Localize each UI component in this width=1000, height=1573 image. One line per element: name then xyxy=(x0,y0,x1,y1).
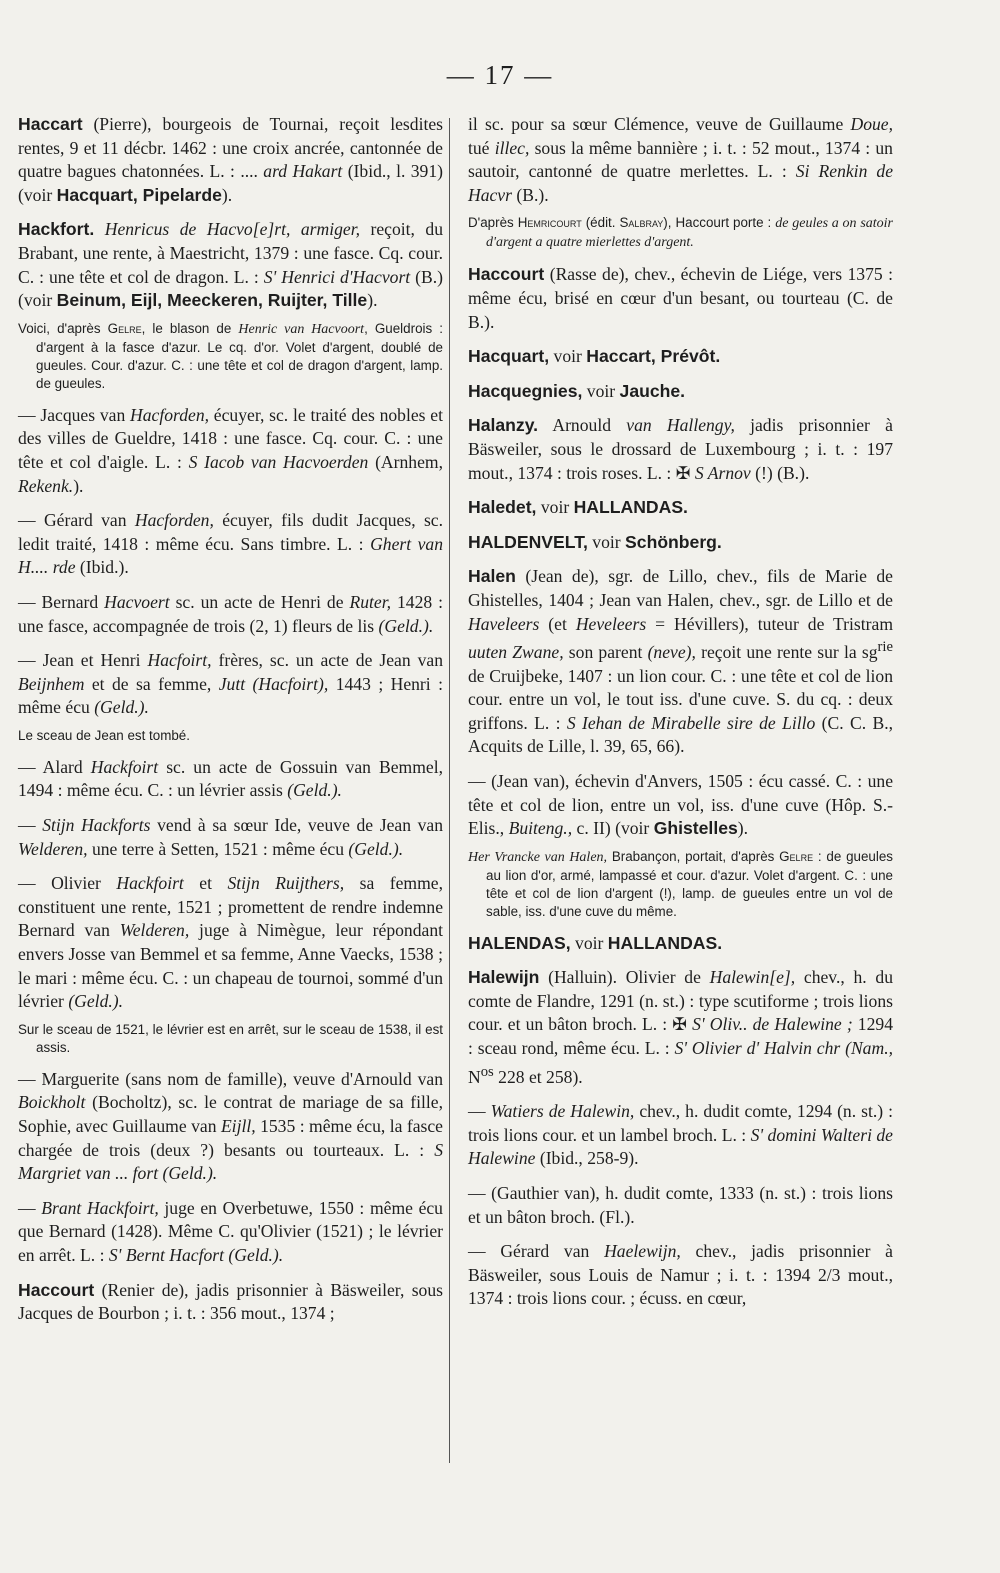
armorial-entry: Halewijn (Halluin). Olivier de Halewin[e], chev., h. du comte de Flandre, 1291 (n. st.) : type scutiforme ; trois lions cour. et un bâton broch. L. : ✠ S' Oliv.. de Halewine ; 1294 : sceau rond, même écu. L. : S' Olivier d' Halvin chr (Nam., $N^{os}$ 228 et 258). xyxy=(468,967,893,1087)
armorial-entry: — (Jean van), échevin d'Anvers, 1505 : écu cassé. C. : une tête et col de lion, entre un vol, iss. d'une cuve (Hôp. S.-Elis., Buiteng., c. II) (voir Ghistelles). xyxy=(468,770,893,839)
column-divider xyxy=(449,118,450,1463)
armorial-entry: — Jacques van Hacforden, écuyer, sc. le traité des nobles et des villes de Gueldre, 1418 : une fasce. Cq. cour. C. : une tête et col d'aigle. L. : S Iacob van Hacvoerden (Arnhem, Rekenk.). xyxy=(18,404,443,496)
footnote: Sur le sceau de 1521, le lévrier est en arrêt, sur le sceau de 1538, il est assis. xyxy=(18,1021,443,1055)
armorial-entry: Hacquegnies, voir Jauche. xyxy=(468,380,686,401)
armorial-entry: Hacquart, voir Haccart, Prévôt. xyxy=(468,346,721,367)
armorial-entry: — Olivier Hackfoirt et Stijn Ruijthers, sa femme, constituent une rente, 1521 ; promettent de rendre indemne Bernard van Welderen, juge à Nimègue, leur répondant envers Josse van Bemmel et sa femme, Anne Vaecks, 1538 ; le mari : même écu. C. : un chapeau de tournoi, sommé d'un lévrier (Geld.). xyxy=(18,873,443,1012)
armorial-entry: HALENDAS, voir HALLANDAS. xyxy=(468,932,723,953)
armorial-entry: — Alard Hackfoirt sc. un acte de Gossuin van Bemmel, 1494 : même écu. C. : un lévrier assis (Geld.). xyxy=(18,756,443,801)
footnote: Her Vrancke van Halen, Brabançon, portait, d'après Gelre : de gueules au lion d'or, armé, lampassé et cour. d'azur. Volet d'argent. C. : une tête et col de lion d'argent (!), lamp. de gueules entre un vol de sable, iss. d'une cuve du même. xyxy=(468,848,893,919)
armorial-entry: Haledet, voir HALLANDAS. xyxy=(468,497,688,518)
armorial-entry: Haccourt (Renier de), jadis prisonnier à Bäsweiler, sous Jacques de Bourbon ; i. t. : 356 mout., 1374 ; xyxy=(18,1279,443,1324)
armorial-entry: HALDENVELT, voir Schönberg. xyxy=(468,531,722,552)
armorial-entry: — Watiers de Halewin, chev., h. dudit comte, 1294 (n. st.) : trois lions cour. et un lambel broch. L. : S' domini Walteri de Halewine (Ibid., 258-9). xyxy=(468,1101,893,1169)
armorial-entry: il sc. pour sa sœur Clémence, veuve de Guillaume Doue, tué illec, sous la même bannière ; i. t. : 52 mout., 1374 : un sautoir, cantonné de quatre merlettes. L. : Si Renkin de Hacvr (B.). xyxy=(468,114,893,205)
armorial-entry: — Gérard van Hacforden, écuyer, fils dudit Jacques, sc. ledit traité, 1418 : même écu. Sans timbre. L. : Ghert van H.... rde (Ibid.). xyxy=(18,510,443,578)
armorial-entry: — Jean et Henri Hacfoirt, frères, sc. un acte de Jean van Beijnhem et de sa femme, Jutt (Hacfoirt), 1443 ; Henri : même écu (Geld.). xyxy=(18,650,443,718)
footnote: D'après Hemricourt (édit. Salbray), Haccourt porte : de geules a on satoir d'argent a quatre mierlettes d'argent. xyxy=(468,215,894,251)
armorial-entry: Haccourt (Rasse de), chev., échevin de Liége, vers 1375 : même écu, brisé en cœur d'un besant, ou tourteau (C. de B.). xyxy=(468,264,893,332)
page-number: — 17 — xyxy=(446,60,554,90)
armorial-entry: Haccart (Pierre), bourgeois de Tournai, reçoit lesdites rentes, 9 et 11 décbr. 1462 : une croix ancrée, cantonnée de quatre bagues chatonnées. L. : .... ard Hakart (Ibid., l. 391) (voir Hacquart, Pipelarde). xyxy=(18,114,443,205)
armorial-entry: Halanzy. Arnould van Hallengy, jadis prisonnier à Bäsweiler, sous le drossard de Luxembourg ; i. t. : 197 mout., 1374 : trois roses. L. : ✠ S Arnov (!) (B.). xyxy=(468,415,893,483)
armorial-entry: — Gérard van Haelewijn, chev., jadis prisonnier à Bäsweiler, sous Louis de Namur ; i. t. : 1394 2/3 mout., 1374 : trois lions cour. ; écuss. en cœur, xyxy=(468,1241,893,1309)
armorial-entry: Hackfort. Henricus de Hacvo[e]rt, armiger, reçoit, du Brabant, une rente, à Maestricht, 1379 : une fasce. Cq. cour. C. : une tête et col de dragon. L. : S' Henrici d'Hacvort (B.) (voir Beinum, Eijl, Meeckeren, Ruijter, Tille). xyxy=(18,219,444,311)
armorial-entry: — Marguerite (sans nom de famille), veuve d'Arnould van Boickholt (Bocholtz), sc. le contrat de mariage de sa fille, Sophie, avec Guillaume van Eijll, 1535 : même écu, la fasce chargée de trois (deux ?) besants ou tourteaux. L. : S Margriet van ... fort (Geld.). xyxy=(18,1068,443,1184)
left-column xyxy=(18,113,443,1337)
armorial-entry: — Stijn Hackforts vend à sa sœur Ide, veuve de Jean van Welderen, une terre à Setten, 1521 : même écu (Geld.). xyxy=(18,815,444,859)
footnote: Le sceau de Jean est tombé. xyxy=(18,727,190,743)
right-column xyxy=(468,113,893,1322)
armorial-entry: — (Gauthier van), h. dudit comte, 1333 (n. st.) : trois lions et un bâton broch. (Fl.). xyxy=(468,1182,893,1227)
footnote: Voici, d'après Gelre, le blason de Henric van Hacvoort, Gueldrois : d'argent à la fasce d'azur. Le cq. d'or. Volet d'argent, doublé de gueules. Cour. d'azur. C. : une tête et col de dragon d'argent, lamp. de gueules. xyxy=(18,320,443,391)
armorial-entry: — Brant Hackfoirt, juge en Overbetuwe, 1550 : même écu que Bernard (1428). Même C. qu'Olivier (1521) ; le lévrier en arrêt. L. : S' Bernt Hacfort (Geld.). xyxy=(18,1197,443,1265)
armorial-entry: Halen (Jean de), sgr. de Lillo, chev., fils de Marie de Ghistelles, 1404 ; Jean van Halen, chev., sgr. de Lillo et de Haveleers (et Heveleers = Hévillers), tuteur de Tristram uuten Zwane, son parent (neve), reçoit une rente sur la $sg^{rie}$ de Cruijbeke, 1407 : un lion cour. C. : une tête et col de lion cour. entre un vol, le tout iss. d'une cuve. S. du cq. : deux griffons. L. : S Iehan de Mirabelle sire de Lillo (C. C. B., Acquits de Lille, l. 39, 65, 66). xyxy=(468,566,894,757)
armorial-entry: — Bernard Hacvoert sc. un acte de Henri de Ruter, 1428 : une fasce, accompagnée de trois (2, 1) fleurs de lis (Geld.). xyxy=(18,591,443,636)
